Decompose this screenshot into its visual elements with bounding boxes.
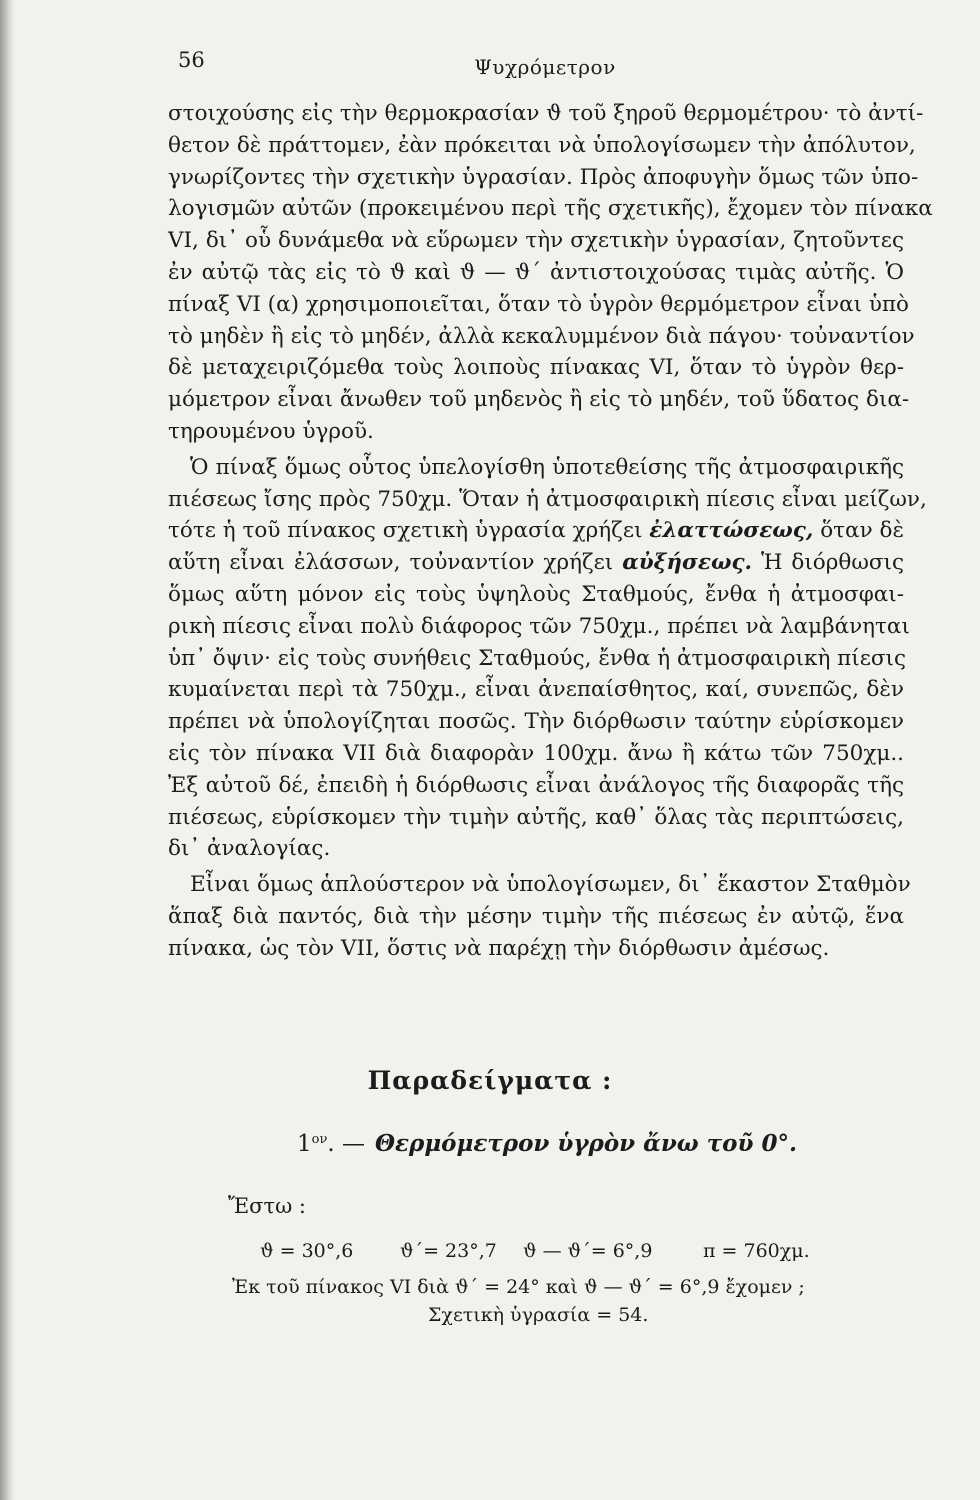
text-segment: αὕτη εἶναι ἐλάσσων, τοὐναντίον χρήζει [168,550,614,576]
text-line: πιέσεως, εὑρίσκομεν τὴν τιμὴν αὐτῆς, καθ᾽ ὅλας τὰς περιπτώσεις, [168,804,904,830]
paragraph-2 [168,452,927,865]
text-line: τὸ μηδὲν ἢ εἰς τὸ μηδέν, ἀλλὰ κεκαλυμμένον διὰ πάγου· τοὐναντίον [168,323,915,349]
text-line: Ὁ πίναξ ὅμως οὗτος ὑπελογίσθη ὑποτεθείσης τῆς ἀτμοσφαιρικῆς [190,454,904,480]
value-pressure: π = 760χμ. [703,1240,810,1262]
text-line: ρικὴ πίεσις εἶναι πολὺ διάφορος τῶν 750χμ., πρέπει νὰ λαμβάνηται [168,613,910,639]
text-line: θετον δὲ πράττομεν, ἐὰν πρόκειται νὰ ὑπολογίσωμεν τὴν ἀπόλυτον, [168,132,916,158]
text-segment: τότε ἡ τοῦ πίνακος σχετικὴ ὑγρασία χρήζει [168,518,643,544]
relative-humidity-result: Σχετικὴ ὑγρασία = 54. [428,1304,649,1326]
text-line: ἅπαξ διὰ παντός, διὰ τὴν μέσην τιμὴν τῆς πιέσεως ἐν αὐτῷ, ἕνα [168,903,904,929]
text-line: στοιχούσης εἰς τὴν θερμοκρασίαν ϑ τοῦ ξηροῦ θερμομέτρου· τὸ ἀντί- [168,101,924,126]
running-title: Ψυχρόμετρον [474,55,616,79]
text-line: πίναξ VI (α) χρησιμοποιεῖται, ὅταν τὸ ὑγρὸν θερμόμετρον εἶναι ὑπὸ [168,291,910,317]
text-line: κυμαίνεται περὶ τὰ 750χμ., εἶναι ἀνεπαίσθητος, καί, συνεπῶς, δὲν [168,677,904,703]
text-line: ὑπ᾽ ὄψιν· εἰς τοὺς συνήθεις Σταθμούς, ἔνθα ἡ ἀτμοσφαιρικὴ πίεσις [168,645,907,671]
example-dash: . — [327,1131,365,1157]
emphasis-text: αὐξήσεως. [622,550,753,576]
value-theta-prime: ϑ΄= 23°,7 [400,1240,497,1262]
paragraph-3 [168,869,911,964]
example-number-suffix: ον [311,1132,328,1147]
emphasis-text: ἐλαττώσεως, [649,518,814,544]
text-line: γνωρίζοντες τὴν σχετικὴν ὑγρασίαν. Πρὸς ἀποφυγὴν ὅμως τῶν ὑπο- [168,164,919,190]
table-lookup-line: Ἐκ τοῦ πίνακος VI διὰ ϑ΄ = 24° καὶ ϑ — ϑ΄ = 6°,9 ἔχομεν ; [232,1276,805,1298]
text-line: δὲ μεταχειριζόμεθα τοὺς λοιποὺς πίνακας VI, ὅταν τὸ ὑγρὸν θερ- [168,355,904,381]
text-line: τηρουμένου ὑγροῦ. [168,418,374,444]
text-segment: Ἡ διόρθωσις [761,550,904,576]
value-theta: ϑ = 30°,6 [260,1240,354,1262]
text-line: ἐν αὐτῷ τὰς εἰς τὸ ϑ καὶ ϑ — ϑ΄ ἀντιστοιχούσας τιμὰς αὐτῆς. Ὁ [168,259,904,285]
text-line: λογισμῶν αὐτῶν (προκειμένου περὶ τῆς σχετικῆς), ἔχομεν τὸν πίνακα [168,196,933,222]
text-line: δι᾽ ἀναλογίας. [168,836,331,862]
text-line: πρέπει νὰ ὑπολογίζηται ποσῶς. Τὴν διόρθωσιν ταύτην εὑρίσκομεν [168,709,904,735]
page-number: 56 [178,48,205,72]
examples-heading: Παραδείγματα : [367,1066,613,1095]
text-line: Ἐξ αὐτοῦ δέ, ἐπειδὴ ἡ διόρθωσις εἶναι ἀνάλογος τῆς διαφορᾶς τῆς [168,772,904,798]
text-line: ὅμως αὕτη μόνον εἰς τοὺς ὑψηλοὺς Σταθμούς, ἔνθα ἡ ἀτμοσφαι- [168,581,904,607]
text-line [168,547,904,579]
text-segment: ὅταν δὲ [820,518,904,544]
text-line: μόμετρον εἶναι ἄνωθεν τοῦ μηδενὸς ἢ εἰς τὸ μηδέν, τοῦ ὕδατος δια- [168,387,910,413]
given-label: Ἔστω : [228,1194,307,1218]
body-text [168,98,933,965]
example-title [297,1130,797,1157]
example-number: 1 [297,1131,312,1157]
example-title-text: Θερμόμετρον ὑγρὸν ἄνω τοῦ 0°. [375,1130,797,1157]
text-line: VI, δι᾽ οὗ δυνάμεθα νὰ εὕρωμεν τὴν σχετικὴν ὑγρασίαν, ζητοῦντες [168,228,904,254]
text-line [168,515,904,547]
text-line: πιέσεως ἴσης πρὸς 750χμ. Ὅταν ἡ ἀτμοσφαιρικὴ πίεσις εἶναι μείζων, [168,486,927,512]
text-line: πίνακα, ὡς τὸν VII, ὅστις νὰ παρέχῃ τὴν διόρθωσιν ἀμέσως. [168,935,830,961]
value-difference: ϑ — ϑ΄= 6°,9 [523,1240,653,1262]
paragraph-1 [168,98,933,448]
text-line: Εἶναι ὅμως ἁπλούστερον νὰ ὑπολογίσωμεν, δι᾽ ἕκαστον Σταθμὸν [190,872,911,898]
text-line: εἰς τὸν πίνακα VII διὰ διαφορὰν 100χμ. ἄνω ἢ κάτω τῶν 750χμ.. [168,740,904,766]
